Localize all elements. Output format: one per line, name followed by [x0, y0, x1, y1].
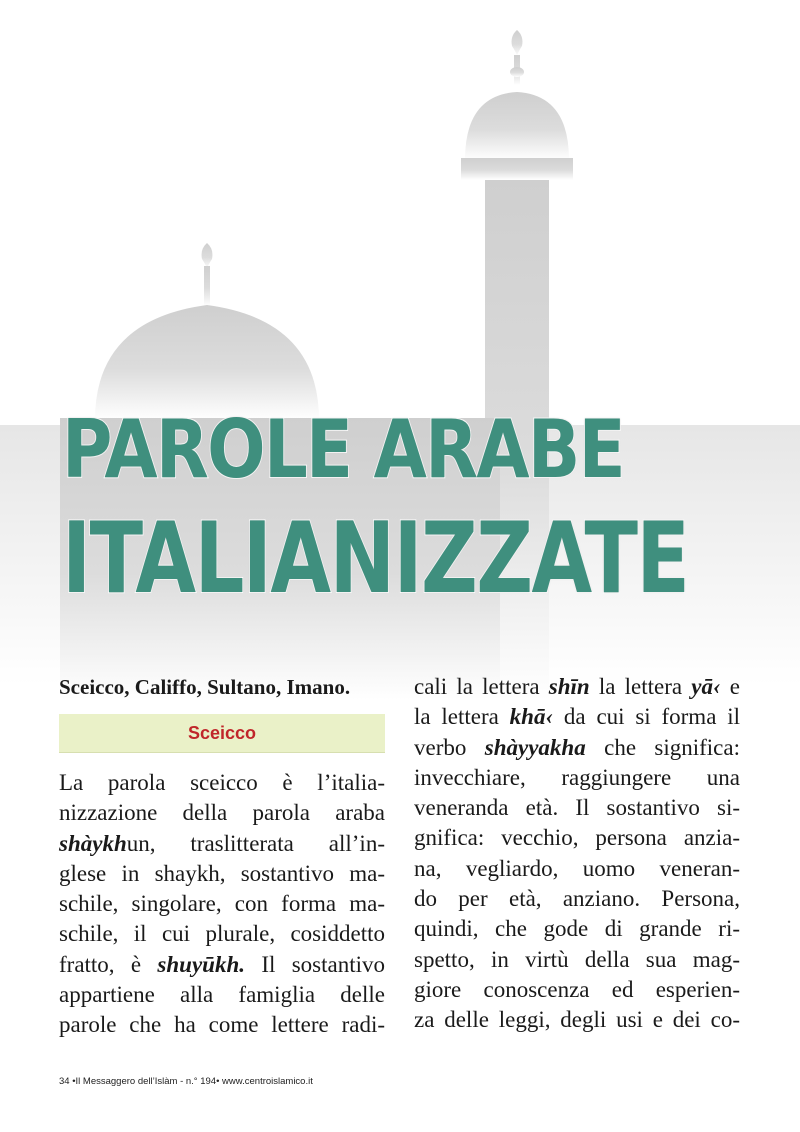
text-line	[414, 733, 740, 763]
transliterated-term: shīn	[548, 674, 590, 699]
text-line	[59, 950, 385, 980]
text-line	[414, 672, 740, 702]
text-line	[59, 889, 385, 919]
text-segment: la lettera	[589, 674, 692, 699]
text-segment: un, traslitterata all’in-	[126, 830, 385, 856]
text-segment: nizzazione della parola araba	[59, 800, 385, 826]
text-segment: quindi, che gode di grande ri-	[414, 916, 740, 942]
text-segment: appartiene alla famiglia delle	[59, 982, 385, 1008]
text-segment: glese in shaykh, sostantivo ma-	[59, 860, 385, 886]
transliterated-term: shàyyakha	[484, 734, 586, 760]
text-segment: cali la lettera	[414, 674, 549, 699]
left-column	[59, 672, 385, 1041]
text-segment: spetto, in virtù della sua mag-	[414, 946, 740, 972]
text-segment: invecchiare, raggiungere una	[414, 764, 740, 790]
title-line-2: ITALIANIZZATE	[62, 502, 689, 616]
text-line	[59, 829, 385, 859]
text-segment: Il sostantivo	[245, 951, 385, 977]
text-segment: verbo	[414, 734, 485, 760]
transliterated-term: shuyūkh.	[157, 951, 245, 977]
text-segment: gnifica: vecchio, persona anzia-	[414, 825, 740, 851]
page-footer: 34 •Il Messaggero dell’Islàm - n.° 194• www.centroislamico.it	[59, 1076, 313, 1087]
text-segment: za delle leggi, degli usi e dei co-	[414, 1007, 740, 1033]
transliterated-term: khā‹	[509, 704, 554, 730]
text-segment: schile, il cui plurale, cosiddetto	[59, 921, 385, 947]
text-segment: che significa:	[585, 734, 740, 760]
text-line	[59, 980, 385, 1010]
left-column-text	[59, 768, 385, 1041]
text-segment: veneranda età. Il sostantivo si-	[414, 795, 740, 821]
text-line	[59, 919, 385, 949]
transliterated-term: shàykh	[59, 830, 127, 856]
text-line	[414, 1005, 740, 1035]
text-line	[59, 798, 385, 828]
text-line	[414, 702, 740, 732]
text-segment: la lettera	[414, 704, 510, 730]
text-line	[59, 1010, 385, 1040]
text-line	[414, 793, 740, 823]
text-line	[414, 854, 740, 884]
text-line	[59, 768, 385, 798]
section-title: Sceicco	[187, 722, 257, 743]
right-column-text	[414, 672, 740, 1036]
text-segment: do per età, anziano. Persona,	[414, 886, 740, 912]
text-segment: fratto, è	[59, 951, 158, 977]
text-segment: na, vegliardo, uomo veneran-	[414, 855, 740, 881]
text-segment: schile, singolare, con forma ma-	[59, 891, 385, 917]
article-subtitle: Sceicco, Califfo, Sultano, Imano.	[59, 675, 351, 699]
text-segment: parole che ha come lettere radi-	[59, 1012, 385, 1038]
section-header	[59, 714, 385, 753]
text-line	[414, 975, 740, 1005]
text-line	[59, 859, 385, 889]
text-segment: da cui si forma il	[553, 704, 740, 730]
text-line	[414, 884, 740, 914]
text-line	[414, 914, 740, 944]
transliterated-term: yā‹	[691, 674, 721, 699]
text-segment: La parola sceicco è l’italia-	[59, 770, 385, 795]
text-segment: giore conoscenza ed esperien-	[414, 976, 740, 1002]
text-line	[414, 945, 740, 975]
text-line	[414, 823, 740, 853]
right-column	[414, 672, 740, 1036]
title-line-1: PAROLE ARABE	[62, 403, 624, 496]
text-segment: e	[720, 674, 740, 699]
text-line	[414, 763, 740, 793]
